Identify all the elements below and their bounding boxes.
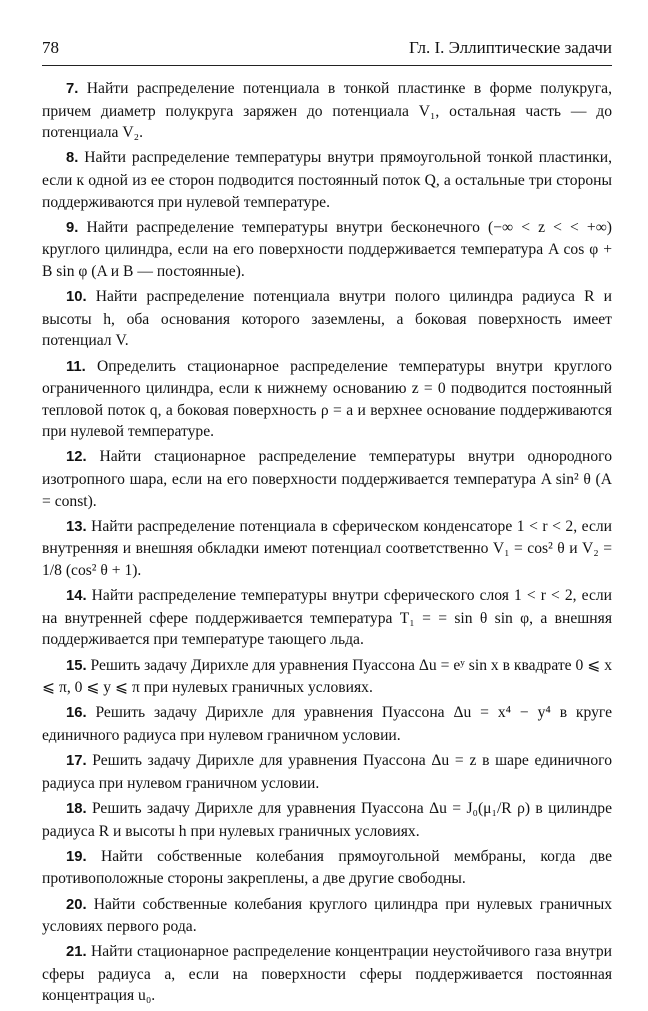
problem-number: 10.	[66, 289, 87, 306]
problem-item	[42, 750, 612, 794]
page-number: 78	[42, 38, 59, 57]
page-header	[42, 38, 612, 64]
problem-text: Решить задачу Дирихле для уравнения Пуассона Δu = J₀(μ₁/R ρ) в цилиндре радиуса R и высоты h при нулевых граничных условиях.	[42, 799, 612, 840]
problem-item	[42, 147, 612, 213]
problem-item	[42, 702, 612, 746]
problem-text: Найти распределение потенциала в тонкой пластинке в форме полукруга, причем диаметр полукруга заряжен до потенциала V₁, остальная часть — до потенциала V₂.	[42, 80, 612, 142]
problem-number: 18.	[66, 800, 87, 817]
problem-item	[42, 798, 612, 842]
problem-number: 9.	[66, 219, 79, 236]
problem-text: Найти распределение температуры внутри бесконечного (−∞ < z < < +∞) круглого цилиндра, если на его поверхности поддерживается температура A cos φ + B sin φ (A и B — постоянные).	[42, 218, 613, 280]
problem-text: Определить стационарное распределение температуры внутри круглого ограниченного цилиндра, если к нижнему основанию z = 0 подводится постоянный тепловой поток q, а боковая поверхность ρ = a и верхнее основание поддерживаются при нулевой температуре.	[42, 357, 612, 441]
problem-item	[42, 585, 612, 651]
problem-text: Решить задачу Дирихле для уравнения Пуассона Δu = z в шаре единичного радиуса при нулевом граничном условии.	[42, 752, 612, 792]
problem-number: 16.	[66, 705, 87, 722]
problem-text: Найти распределение температуры внутри сферического слоя 1 < r < 2, если на внутренней сфере поддерживается температура T₁ = = sin θ sin φ, а внешняя поддерживается при температуре тающего льда.	[42, 587, 613, 649]
problem-text: Решить задачу Дирихле для уравнения Пуассона Δu = x⁴ − y⁴ в круге единичного радиуса при нулевом граничном условии.	[42, 704, 612, 744]
problem-text: Решить задачу Дирихле для уравнения Пуассона Δu = eʸ sin x в квадрате 0 ⩽ x ⩽ π, 0 ⩽ y ⩽ π при нулевых граничных условиях.	[42, 656, 613, 697]
problem-number: 12.	[66, 449, 87, 466]
problem-item	[42, 941, 612, 1007]
problem-item	[42, 78, 612, 144]
problem-number: 11.	[66, 358, 86, 375]
problem-number: 7.	[66, 81, 79, 97]
problem-text: Найти стационарное распределение концентрации неустойчивого газа внутри сферы радиуса a, если на поверхности сферы поддерживается постоянная концентрация u₀.	[42, 943, 612, 1005]
problem-text: Найти распределение потенциала в сферическом конденсаторе 1 < r < 2, если внутренняя и внешняя обкладки имеют потенциал соответственно V₁ = cos² θ и V₂ = 1/8 (cos² θ + 1).	[42, 517, 612, 580]
problem-item	[42, 356, 612, 443]
problem-number: 20.	[66, 896, 87, 913]
problem-text: Найти стационарное распределение температуры внутри однородного изотропного шара, если на его поверхности поддерживается температура A sin² θ (A = const).	[42, 448, 612, 510]
problem-item	[42, 286, 612, 352]
problem-number: 8.	[66, 150, 79, 167]
problem-text: Найти распределение температуры внутри прямоугольной тонкой пластинки, если к одной из ее сторон подводится постоянный поток Q, а остальные три стороны поддерживаются при нулевой температуре.	[42, 149, 612, 211]
running-title: Гл. I. Эллиптические задачи	[408, 38, 612, 57]
problem-number: 19.	[66, 848, 87, 865]
problem-number: 14.	[66, 588, 87, 605]
problem-number: 15.	[66, 657, 87, 674]
problem-item	[42, 217, 612, 283]
problem-item	[42, 655, 612, 699]
problem-number: 17.	[66, 753, 87, 770]
problem-item	[42, 846, 612, 890]
problem-item	[42, 516, 612, 582]
problem-list	[42, 78, 612, 1011]
problem-text: Найти собственные колебания прямоугольной мембраны, когда две противоположные стороны закреплены, а две другие свободны.	[42, 847, 612, 888]
problem-number: 21.	[66, 944, 87, 961]
problem-item	[42, 894, 612, 938]
problem-number: 13.	[66, 518, 87, 535]
problem-text: Найти собственные колебания круглого цилиндра при нулевых граничных условиях первого рода.	[42, 895, 612, 936]
problem-text: Найти распределение потенциала внутри полого цилиндра радиуса R и высоты h, оба основания которого заземлены, а боковая поверхность имеет потенциал V.	[42, 288, 612, 350]
header-rule	[42, 65, 612, 66]
problem-item	[42, 446, 612, 512]
